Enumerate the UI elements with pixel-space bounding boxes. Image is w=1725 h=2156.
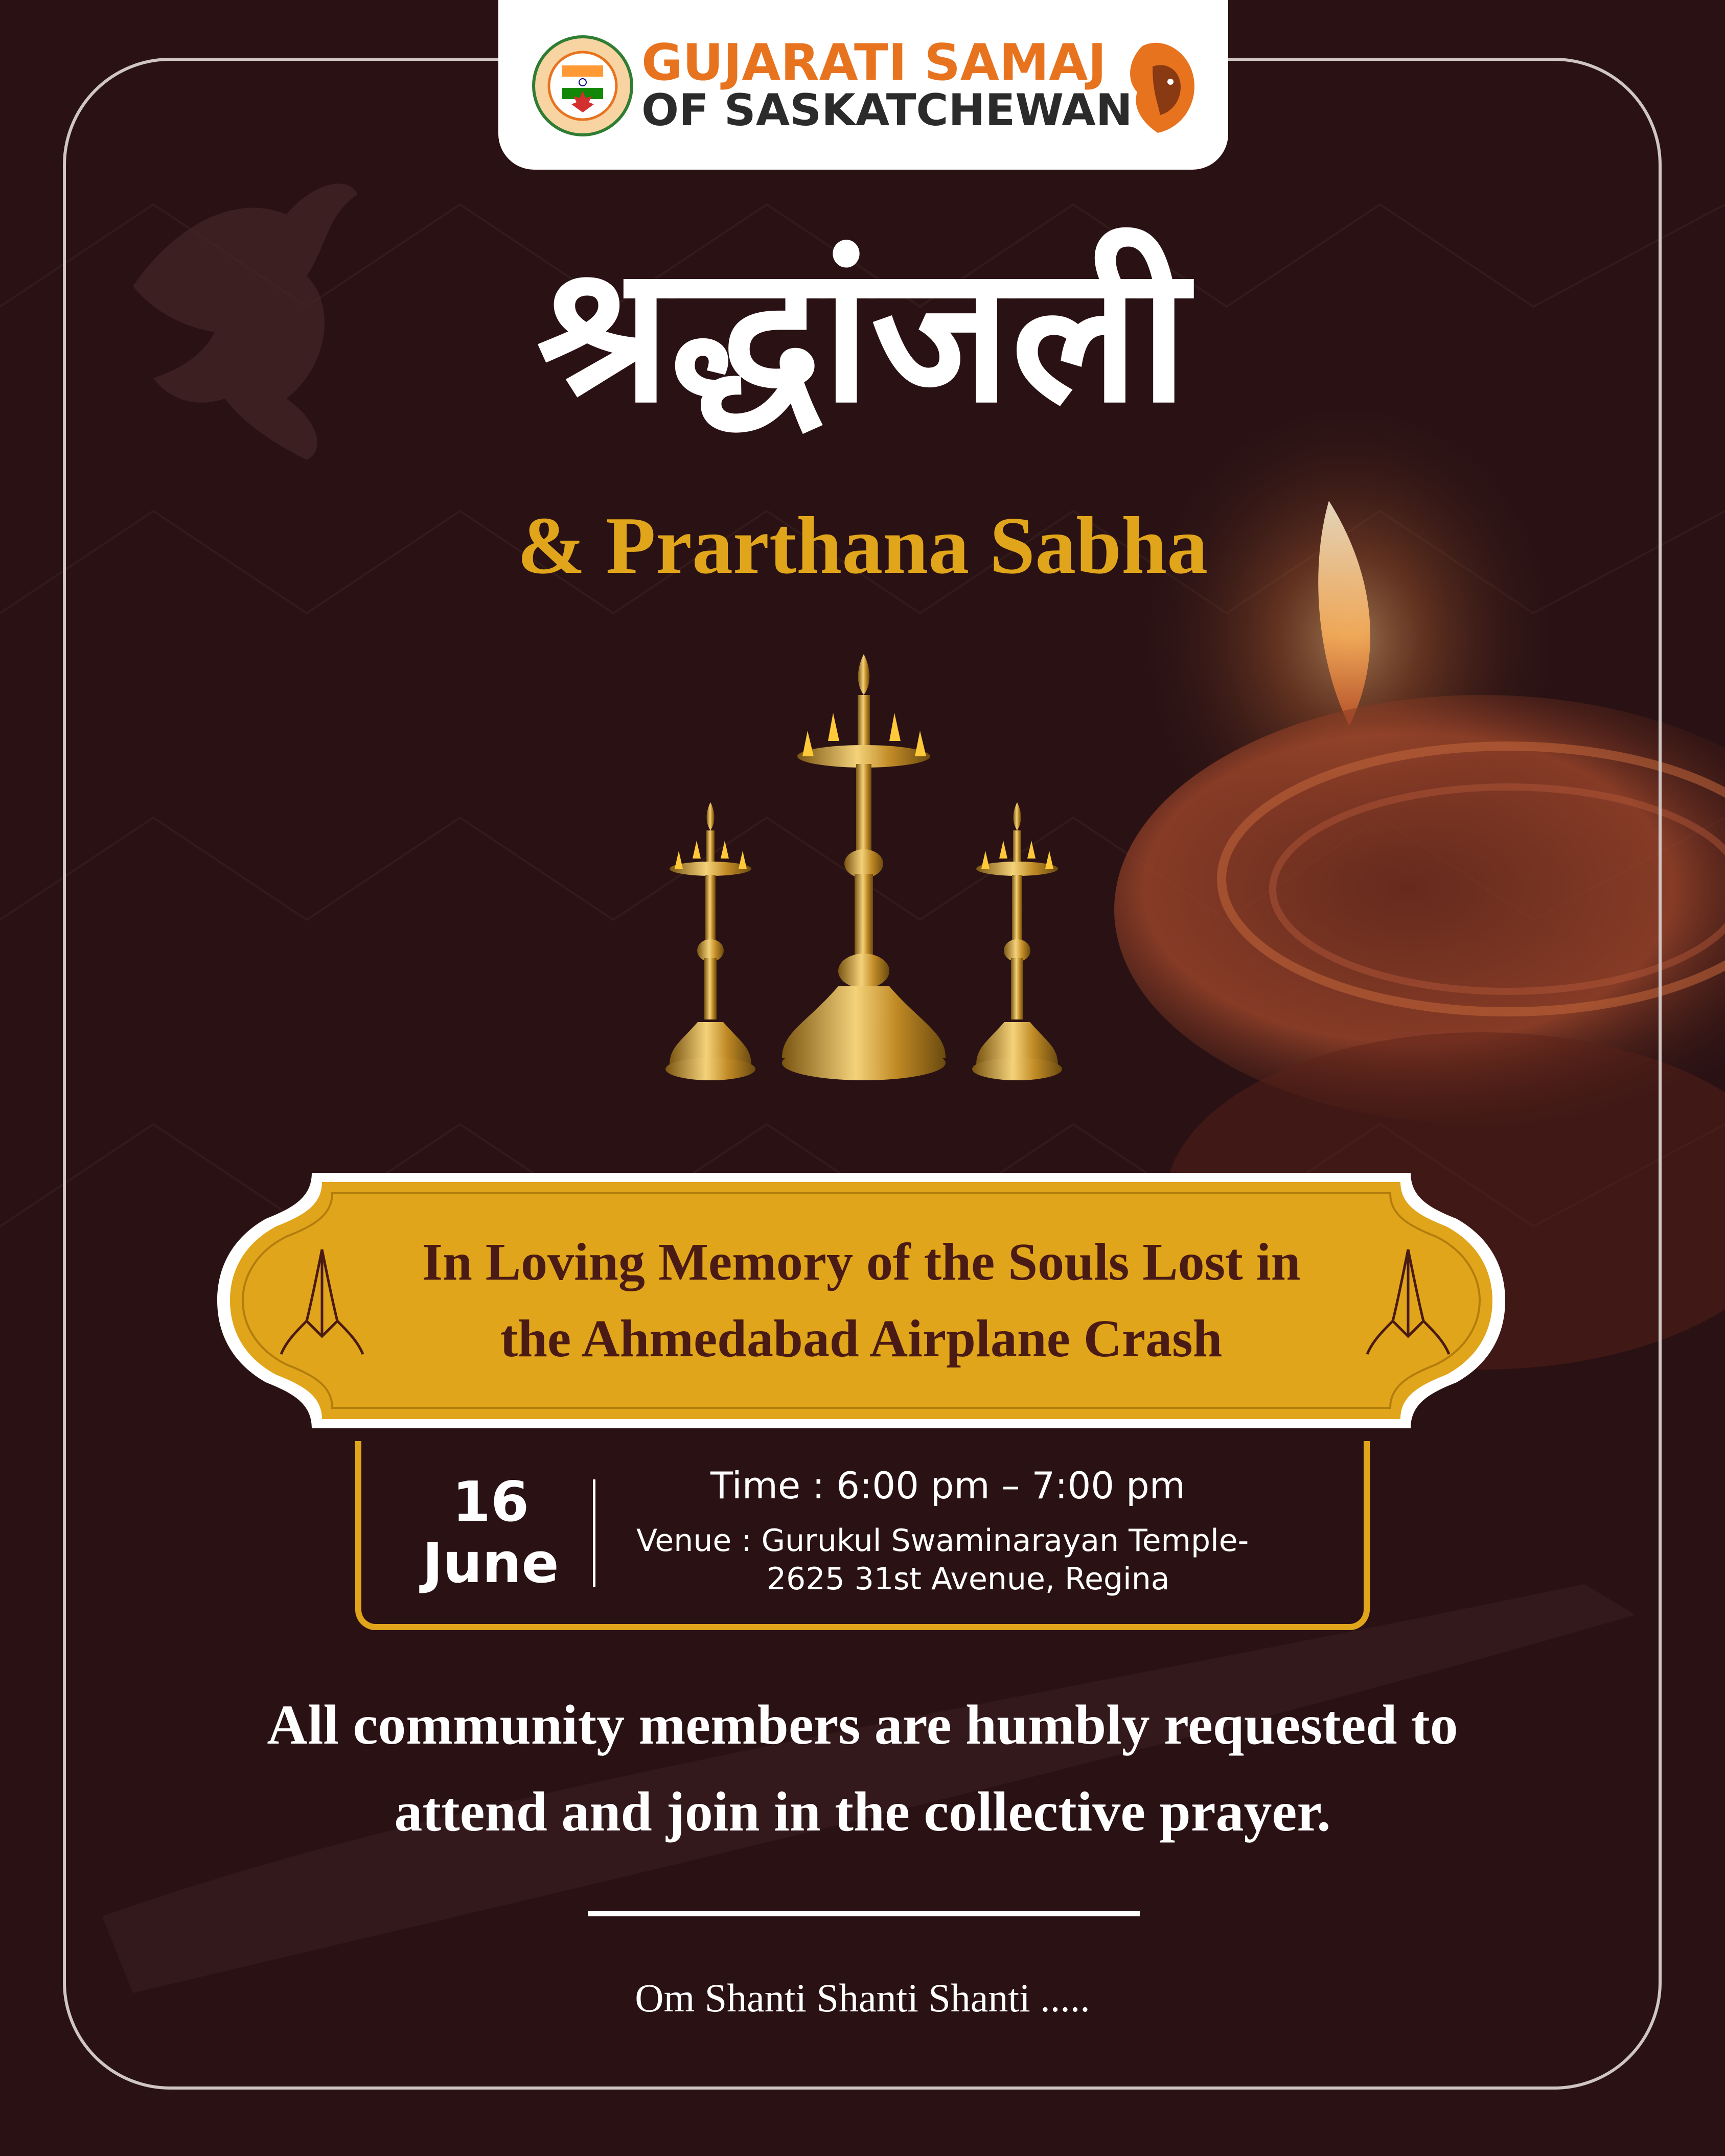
brand-line-2: OF SASKATCHEWAN — [641, 85, 1133, 136]
title-english: & Prarthana Sabha — [517, 500, 1208, 591]
memorial-line-1: In Loving Memory of the Souls Lost in — [422, 1233, 1301, 1291]
lion-icon — [1122, 36, 1199, 138]
right-lamp — [972, 802, 1062, 1080]
title-hindi: श्रद्धांजली — [537, 225, 1188, 445]
event-venue-line-1: Venue : Gurukul Swaminarayan Temple- — [636, 1523, 1249, 1559]
request-line-1: All community members are humbly requested to — [267, 1694, 1458, 1756]
request-line-2: attend and join in the collective prayer. — [394, 1780, 1331, 1843]
memorial-line-2: the Ahmedabad Airplane Crash — [500, 1309, 1223, 1368]
event-date — [404, 1472, 578, 1594]
event-month: June — [422, 1532, 559, 1595]
samaj-seal-logo — [532, 35, 634, 137]
memorial-text — [317, 1224, 1406, 1377]
separator-line — [588, 1911, 1140, 1916]
brass-lamps-illustration — [654, 654, 1073, 1114]
event-venue-line-2: 2625 31st Avenue, Regina — [767, 1561, 1170, 1597]
date-divider — [593, 1479, 595, 1587]
brand-line-1: GUJARATI SAMAJ — [641, 34, 1107, 92]
event-time: Time : 6:00 pm – 7:00 pm — [710, 1464, 1185, 1507]
closing-text: Om Shanti Shanti Shanti ..... — [635, 1976, 1090, 2020]
event-day: 16 — [452, 1470, 530, 1534]
left-lamp — [665, 802, 755, 1080]
attendance-request — [153, 1681, 1572, 1855]
center-lamp — [782, 654, 946, 1080]
